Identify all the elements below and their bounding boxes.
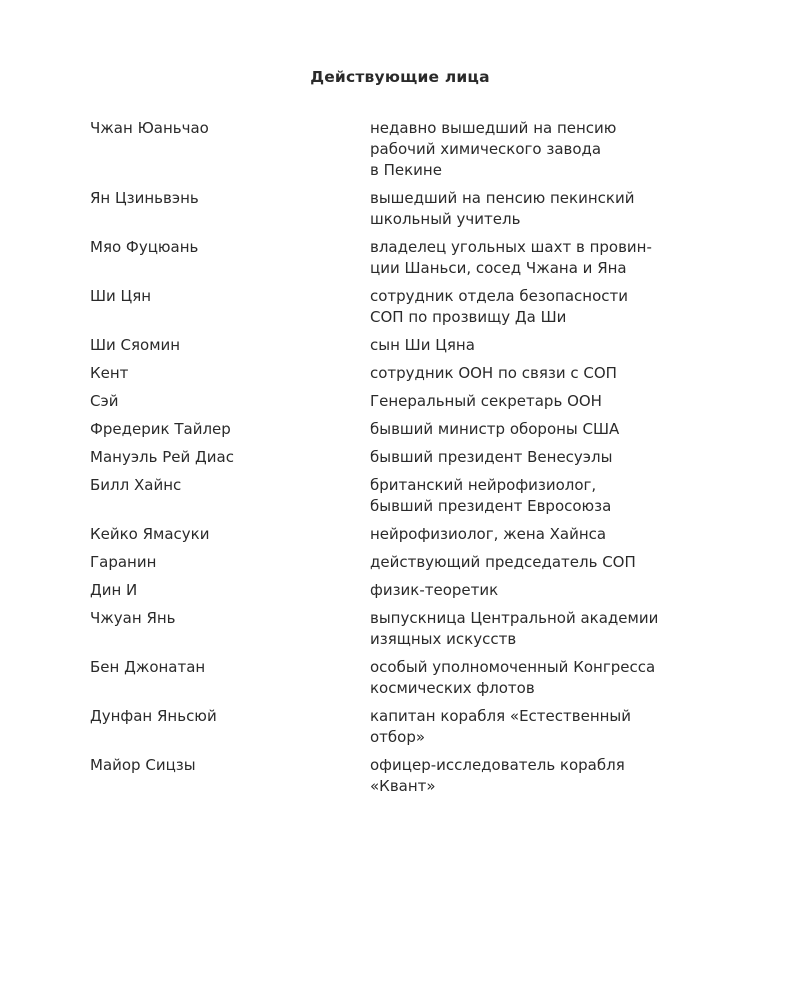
cast-row: [90, 391, 730, 412]
character-name: Чжан Юаньчао: [90, 119, 209, 137]
character-name: Дунфан Яньсюй: [90, 707, 217, 725]
character-description: Генеральный секретарь ООН: [370, 392, 602, 410]
character-name: Гаранин: [90, 553, 157, 571]
character-description: бывший президент Венесуэлы: [370, 448, 613, 466]
character-name: Кент: [90, 364, 129, 382]
cast-row: [90, 580, 730, 601]
cast-row: [90, 237, 730, 279]
character-description: бывший министр обороны США: [370, 420, 620, 438]
character-description: действующий председатель СОП: [370, 553, 636, 571]
character-description: особый уполномоченный Конгресса космических флотов: [370, 658, 656, 697]
cast-row: [90, 363, 730, 384]
cast-list: [90, 118, 730, 804]
cast-row: [90, 475, 730, 517]
character-description: сотрудник отдела безопасности СОП по прозвищу Да Ши: [370, 287, 628, 326]
character-description: вышедший на пенсию пекинский школьный учитель: [370, 189, 635, 228]
cast-row: [90, 447, 730, 468]
cast-row: [90, 552, 730, 573]
cast-row: [90, 419, 730, 440]
character-description: капитан корабля «Естественный отбор»: [370, 707, 632, 746]
character-description: офицер-исследователь корабля «Квант»: [370, 756, 625, 795]
character-name: Ян Цзиньвэнь: [90, 189, 199, 207]
character-name: Майор Сицзы: [90, 756, 196, 774]
character-description: нейрофизиолог, жена Хайнса: [370, 525, 607, 543]
character-name: Сэй: [90, 392, 119, 410]
character-description: физик-теоретик: [370, 581, 499, 599]
character-name: Чжуан Янь: [90, 609, 176, 627]
cast-row: [90, 524, 730, 545]
character-description: выпускница Центральной академии изящных искусств: [370, 609, 659, 648]
cast-row: [90, 335, 730, 356]
character-description: недавно вышедший на пенсию рабочий химического завода в Пекине: [370, 119, 617, 179]
cast-row: [90, 608, 730, 650]
cast-row: [90, 118, 730, 181]
character-description: британский нейрофизиолог, бывший президент Евросоюза: [370, 476, 612, 515]
character-name: Мануэль Рей Диас: [90, 448, 234, 466]
cast-row: [90, 706, 730, 748]
cast-row: [90, 657, 730, 699]
page-title: Действующие лица: [310, 68, 490, 86]
character-name: Мяо Фуцюань: [90, 238, 199, 256]
cast-row: [90, 188, 730, 230]
character-name: Кейко Ямасуки: [90, 525, 210, 543]
character-name: Бен Джонатан: [90, 658, 206, 676]
character-name: Дин И: [90, 581, 138, 599]
character-description: сотрудник ООН по связи с СОП: [370, 364, 617, 382]
cast-row: [90, 286, 730, 328]
cast-row: [90, 755, 730, 797]
character-description: владелец угольных шахт в провин- ции Шаньси, сосед Чжана и Яна: [370, 238, 652, 277]
character-name: Ши Цян: [90, 287, 152, 305]
character-name: Ши Сяомин: [90, 336, 181, 354]
character-name: Фредерик Тайлер: [90, 420, 231, 438]
character-name: Билл Хайнс: [90, 476, 182, 494]
character-description: сын Ши Цяна: [370, 336, 475, 354]
